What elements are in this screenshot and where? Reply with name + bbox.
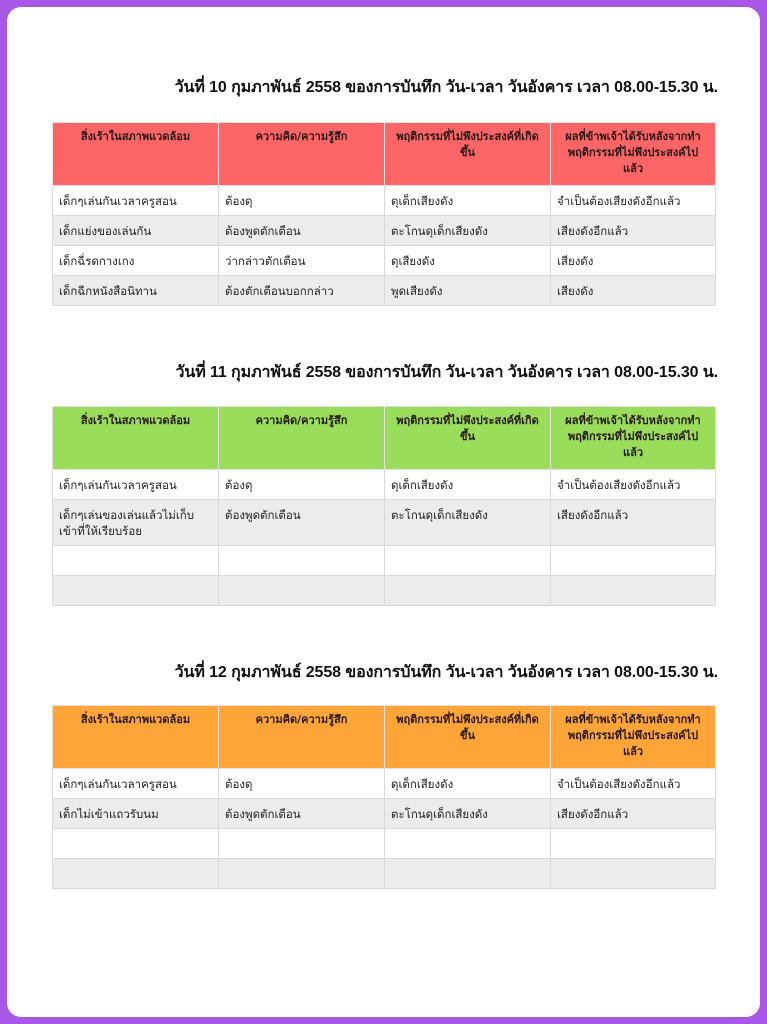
document-page [7,7,760,1017]
cell-result: จำเป็นต้องเสียงดังอีกแล้ว [551,769,716,799]
cell-behavior [385,829,551,859]
table-row [53,829,716,859]
cell-stimulus [53,546,219,576]
cell-result [551,576,716,606]
table-row [53,546,716,576]
table-header-row [53,407,716,470]
cell-result: จำเป็นต้องเสียงดังอีกแล้ว [551,186,716,216]
cell-stimulus: เด็กแย่งของเล่นกัน [53,216,219,246]
column-header-stimulus: สิ่งเร้าในสภาพแวดล้อม [53,123,219,186]
cell-behavior: ดุเสียงดัง [385,246,551,276]
table-row [53,186,716,216]
cell-stimulus: เด็กฉี่รดกางเกง [53,246,219,276]
section-title: วันที่ 11 กุมภาพันธ์ 2558 ของการบันทึก วัน-เวลา วันอังคาร เวลา 08.00-15.30 น. [175,364,718,381]
column-header-stimulus: สิ่งเร้าในสภาพแวดล้อม [53,706,219,769]
cell-thought: ต้องดุ [219,769,385,799]
cell-result: เสียงดัง [551,276,716,306]
table-row [53,799,716,829]
cell-thought [219,576,385,606]
cell-stimulus: เด็กไม่เข้าแถวรับนม [53,799,219,829]
table-row [53,246,716,276]
cell-stimulus: เด็กๆเล่นกันเวลาครูสอน [53,769,219,799]
table-row [53,276,716,306]
table-row [53,576,716,606]
cell-stimulus [53,859,219,889]
behavior-log-table [52,705,716,889]
section-title: วันที่ 12 กุมภาพันธ์ 2558 ของการบันทึก วัน-เวลา วันอังคาร เวลา 08.00-15.30 น. [174,664,718,681]
column-header-result: ผลที่ข้าพเจ้าได้รับหลังจากทำพฤติกรรมที่ไม่พึงประสงค์ไปแล้ว [551,123,716,186]
cell-thought: ต้องพูดตักเตือน [219,500,385,546]
cell-thought: ต้องพูดตักเตือน [219,799,385,829]
cell-result [551,829,716,859]
cell-result [551,859,716,889]
table-row [53,500,716,546]
cell-behavior: ดุเด็กเสียงดัง [385,186,551,216]
cell-result: จำเป็นต้องเสียงดังอีกแล้ว [551,470,716,500]
column-header-stimulus: สิ่งเร้าในสภาพแวดล้อม [53,407,219,470]
column-header-thought: ความคิด/ความรู้สึก [219,706,385,769]
column-header-result: ผลที่ข้าพเจ้าได้รับหลังจากทำพฤติกรรมที่ไม่พึงประสงค์ไปแล้ว [551,706,716,769]
column-header-behavior: พฤติกรรมที่ไม่พึงประสงค์ที่เกิดขึ้น [385,123,551,186]
cell-behavior: ตะโกนดุเด็กเสียงดัง [385,500,551,546]
cell-behavior [385,546,551,576]
section-title: วันที่ 10 กุมภาพันธ์ 2558 ของการบันทึก วัน-เวลา วันอังคาร เวลา 08.00-15.30 น. [174,79,718,96]
cell-thought: ต้องพูดตักเตือน [219,216,385,246]
behavior-log-table [52,406,716,606]
table-row [53,769,716,799]
cell-thought: ต้องดุ [219,470,385,500]
cell-behavior: พูดเสียงดัง [385,276,551,306]
cell-stimulus [53,576,219,606]
cell-result: เสียงดังอีกแล้ว [551,799,716,829]
cell-thought: ต้องตักเตือนบอกกล่าว [219,276,385,306]
cell-result: เสียงดังอีกแล้ว [551,216,716,246]
cell-behavior: ดุเด็กเสียงดัง [385,769,551,799]
cell-result [551,546,716,576]
cell-stimulus: เด็กๆเล่นของเล่นแล้วไม่เก็บเข้าที่ให้เรียบร้อย [53,500,219,546]
cell-result: เสียงดัง [551,246,716,276]
cell-behavior: ตะโกนดุเด็กเสียงดัง [385,216,551,246]
cell-stimulus [53,829,219,859]
column-header-behavior: พฤติกรรมที่ไม่พึงประสงค์ที่เกิดขึ้น [385,407,551,470]
cell-result: เสียงดังอีกแล้ว [551,500,716,546]
cell-stimulus: เด็กๆเล่นกันเวลาครูสอน [53,186,219,216]
cell-behavior: ดุเด็กเสียงดัง [385,470,551,500]
table-row [53,470,716,500]
cell-stimulus: เด็กๆเล่นกันเวลาครูสอน [53,470,219,500]
cell-thought: ว่ากล่าวตักเตือน [219,246,385,276]
column-header-thought: ความคิด/ความรู้สึก [219,123,385,186]
cell-behavior [385,859,551,889]
column-header-result: ผลที่ข้าพเจ้าได้รับหลังจากทำพฤติกรรมที่ไม่พึงประสงค์ไปแล้ว [551,407,716,470]
cell-thought [219,546,385,576]
cell-thought: ต้องดุ [219,186,385,216]
cell-thought [219,829,385,859]
cell-thought [219,859,385,889]
table-row [53,859,716,889]
table-header-row [53,123,716,186]
column-header-behavior: พฤติกรรมที่ไม่พึงประสงค์ที่เกิดขึ้น [385,706,551,769]
table-row [53,216,716,246]
column-header-thought: ความคิด/ความรู้สึก [219,407,385,470]
cell-stimulus: เด็กฉีกหนังสือนิทาน [53,276,219,306]
cell-behavior: ตะโกนดุเด็กเสียงดัง [385,799,551,829]
cell-behavior [385,576,551,606]
behavior-log-table [52,122,716,306]
table-header-row [53,706,716,769]
